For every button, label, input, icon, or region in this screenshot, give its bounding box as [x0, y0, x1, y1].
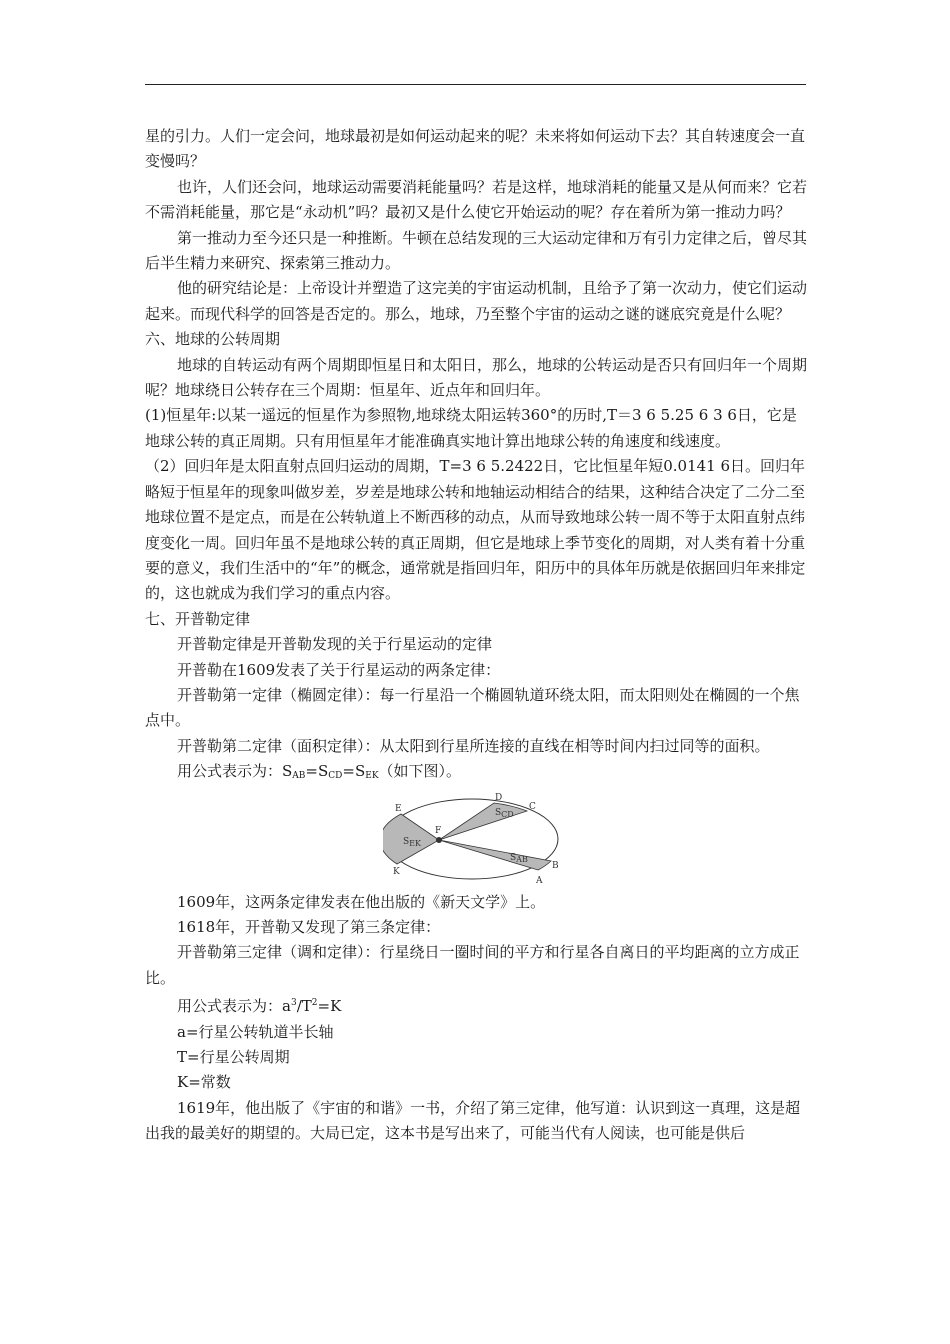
section-heading: 七、开普勒定律 [145, 609, 251, 628]
paragraph: 开普勒第二定律（面积定律）：从太阳到行星所连接的直线在相等时间内扫过同等的面积。 [177, 736, 770, 755]
header-rule [145, 84, 806, 85]
area-formula [145, 759, 807, 789]
label-k: K [393, 866, 400, 877]
label-a: A [536, 875, 543, 886]
paragraph: 开普勒第一定律（椭圆定律）：每一行星沿一个椭圆轨道环绕太阳，而太阳则处在椭圆的一个焦点中。 [145, 685, 800, 730]
formula-symbol: =K [317, 997, 342, 1016]
formula-symbol: S [282, 762, 293, 781]
paragraph: (1)恒星年:以某一遥远的恒星作为参照物,地球绕太阳运转360°的历时,T＝3 6 5.25 6 3 6日，它是地球公转的真正周期。只有用恒星年才能准确真实地计算出地球公转的角速度和线速度。 [145, 406, 797, 450]
formula-subscript: AB [292, 771, 306, 782]
formula-prefix: 用公式表示为： [177, 762, 283, 781]
paragraph: 他的研究结论是：上帝设计并塑造了这完美的宇宙运动机制，且给予了第一次动力，使它们运动起来。而现代科学的回答是否定的。那么，地球，乃至整个宇宙的运动之谜的谜底究竟是什么呢？ [145, 279, 808, 323]
paragraph: （2）回归年是太阳直射点回归运动的周期，T=3 6 5.2422日，它比恒星年短0.0141 6日。回归年略短于恒星年的现象叫做岁差，岁差是地球公转和地轴运动相结合的结果，这种结合决定了二分二至地球位置不是定点，而是在公转轨道上不断西移的动点，从而导致地球公转一周不等于太阳直射点纬度变化一周。回归年虽不是地球公转的真正周期，但它是地球上季节变化的周期，对人类有着十分重要的意义，我们生活中的“年”的概念，通常就是指回归年，阳历中的具体年历就是依据回归年来排定的，这也就成为我们学习的重点内容。 [145, 457, 806, 603]
harmonic-formula [145, 991, 807, 1019]
label-d: D [495, 792, 503, 803]
paragraph: 开普勒定律是开普勒发现的关于行星运动的定律 [177, 635, 493, 654]
label-e: E [395, 803, 402, 814]
paragraph: 1619年，他出版了《宇宙的和谐》一书，介绍了第三定律，他写道：认识到这一真理，这是超出我的最美好的期望的。大局已定，这本书是写出来了，可能当代有人阅读，也可能是供后 [145, 1098, 801, 1143]
formula-prefix: 用公式表示为： [177, 997, 283, 1016]
formula-exponent: 2 [311, 998, 318, 1009]
sector-cd [439, 803, 527, 840]
area-label-ek: SEK [403, 836, 421, 848]
paragraph: 星的引力。人们一定会问，地球最初是如何运动起来的呢？未来将如何运动下去？其自转速度会一直变慢吗？ [145, 127, 806, 171]
formula-subscript: EK [365, 771, 379, 782]
kepler-orbit-figure [383, 791, 573, 889]
area-label-ab: SAB [510, 852, 528, 864]
label-b: B [552, 860, 559, 871]
formula-symbol: S [354, 762, 366, 781]
paragraph: 1609年，这两条定律发表在他出版的《新天文学》上。 [177, 892, 546, 911]
section-heading: 六、地球的公转周期 [145, 330, 281, 349]
paragraph: 开普勒在1609发表了关于行星运动的两条定律： [177, 660, 501, 679]
definition: K=常数 [177, 1073, 231, 1092]
document-body [145, 124, 807, 1147]
formula-equals: = [342, 762, 355, 781]
paragraph: 也许，人们还会问，地球运动需要消耗能量吗？若是这样，地球消耗的能量又是从何而来？它若不需消耗能量，那它是“永动机”吗？最初又是什么使它开始运动的呢？存在着所为第一推动力吗？ [145, 177, 808, 222]
paragraph: 第一推动力至今还只是一种推断。牛顿在总结发现的三大运动定律和万有引力定律之后，曾尽其后半生精力来研究、探索第三推动力。 [145, 228, 808, 273]
sector-ab [439, 840, 551, 870]
formula-symbol: /T [296, 997, 312, 1016]
formula-equals: = [305, 762, 318, 781]
formula-exponent: 3 [290, 998, 297, 1009]
formula-subscript: CD [328, 771, 343, 782]
formula-symbol: a [282, 997, 291, 1016]
definition: T=行星公转周期 [177, 1048, 290, 1066]
paragraph: 开普勒第三定律（调和定律）：行星绕日一圈时间的平方和行星各自离日的平均距离的立方成正比。 [145, 943, 800, 987]
definition: a=行星公转轨道半长轴 [177, 1022, 334, 1041]
paragraph: 地球的自转运动有两个周期即恒星日和太阳日，那么，地球的公转运动是否只有回归年一个周期呢？地球绕日公转存在三个周期：恒星年、近点年和回归年。 [145, 355, 808, 400]
label-f: F [435, 825, 442, 836]
formula-symbol: S [318, 762, 329, 781]
label-c: C [529, 801, 536, 812]
area-label-cd: SCD [495, 807, 514, 819]
formula-suffix: （如下图）。 [378, 762, 462, 781]
paragraph: 1618年，开普勒又发现了第三条定律： [177, 917, 441, 936]
sun-focus [436, 837, 442, 843]
